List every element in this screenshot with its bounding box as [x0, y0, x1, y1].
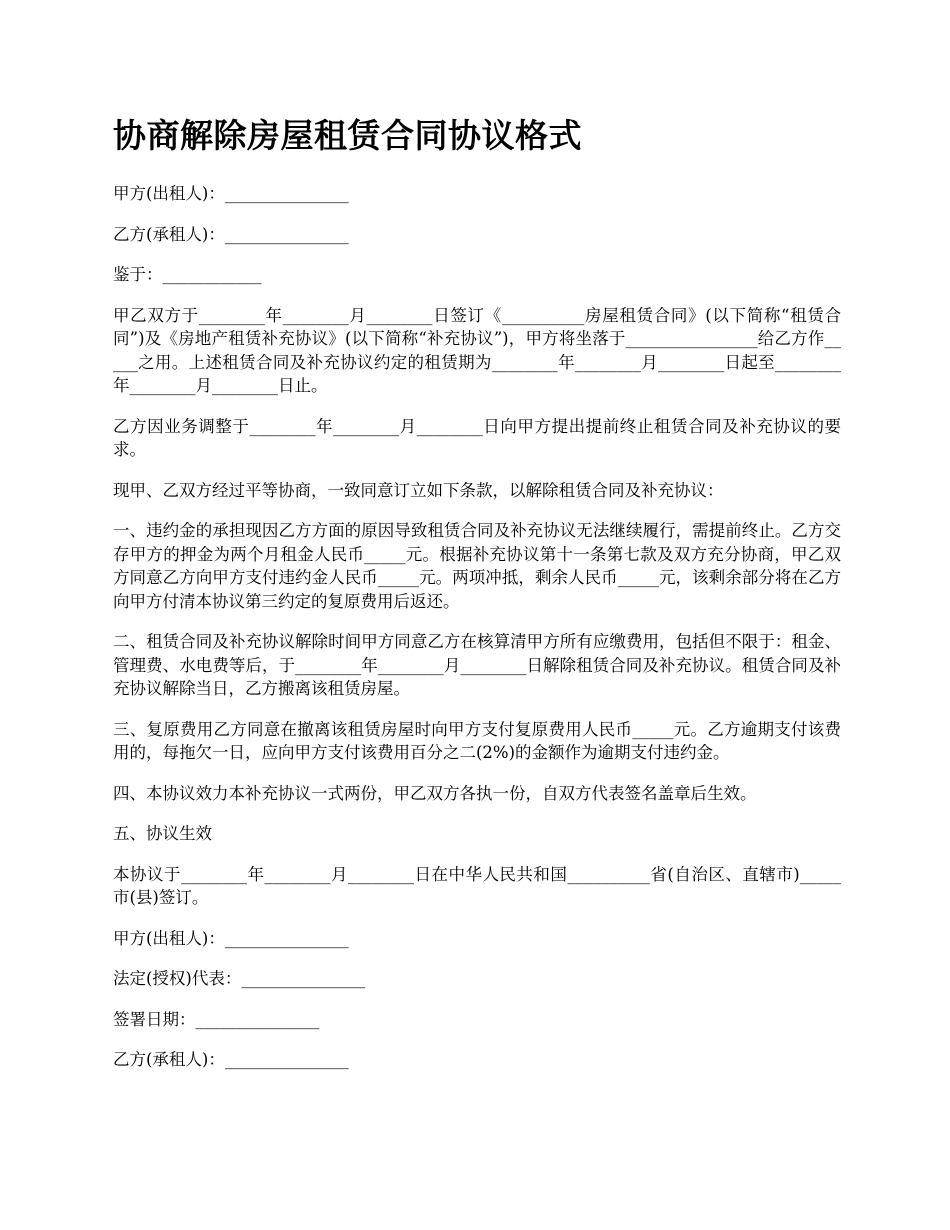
agreement-intro-paragraph: 现甲、乙双方经过平等协商，一致同意订立如下条款，以解除租赁合同及补充协议：: [113, 480, 724, 500]
whereas-line: 鉴于：____________: [113, 265, 262, 284]
clause-4-validity: 四、本协议效力本补充协议一式两份，甲乙双方各执一份，自双方代表签名盖章后生效。: [113, 783, 757, 803]
termination-request-paragraph: 乙方因业务调整于________年________月________日向甲方提出提前终止租赁合同及补充协议的要求。: [113, 416, 841, 459]
clause-2-termination-time: 二、租赁合同及补充协议解除时间甲方同意乙方在核算清甲方所有应缴费用，包括但不限于：租金、管理费、水电费等后，于________年________月________日解除租赁合同及补充协议。租赁合同及补充协议解除当日，乙方搬离该租赁房屋。: [113, 632, 841, 698]
document-page: [113, 112, 841, 1089]
background-paragraph: 甲乙双方于________年________月________日签订《__________房屋租赁合同》(以下简称“租赁合同”)及《房地产租赁补充协议》(以下简称“补充协议”)，甲方将坐落于________________给乙方作_____之用。上述租赁合同及补充协议约定的租赁期为________年________月________日起至________年________月________日止。: [113, 305, 841, 395]
signature-party-b: 乙方(承租人)：_______________: [113, 1050, 349, 1069]
signature-party-a: 甲方(出租人)：_______________: [113, 928, 349, 948]
party-b-line: 乙方(承租人)：_______________: [113, 224, 349, 244]
clause-1-penalty: 一、违约金的承担现因乙方方面的原因导致租赁合同及补充协议无法继续履行，需提前终止。乙方交存甲方的押金为两个月租金人民币_____元。根据补充协议第十一条第七款及双方充分协商，甲乙双方同意乙方向甲方支付违约金人民币_____元。两项冲抵，剩余人民币_____元，该剩余部分将在乙方向甲方付清本协议第三约定的复原费用后返还。: [113, 521, 841, 611]
party-a-line: 甲方(出租人)：_______________: [113, 184, 349, 203]
document-title: 协商解除房屋租赁合同协议格式: [113, 116, 582, 155]
clause-5-effective: 五、协议生效: [113, 824, 212, 843]
signature-legal-representative: 法定(授权)代表：_______________: [113, 969, 366, 988]
clause-3-restoration-cost: 三、复原费用乙方同意在撤离该租赁房屋时向甲方支付复原费用人民币_____元。乙方逾期支付该费用的，每拖欠一日，应向甲方支付该费用百分之二(2%)的金额作为逾期支付违约金。: [113, 719, 841, 762]
signature-date: 签署日期：_______________: [113, 1009, 320, 1029]
signing-place-paragraph: 本协议于________年________月________日在中华人民共和国__________省(自治区、直辖市)_____市(县)签订。: [113, 864, 841, 907]
